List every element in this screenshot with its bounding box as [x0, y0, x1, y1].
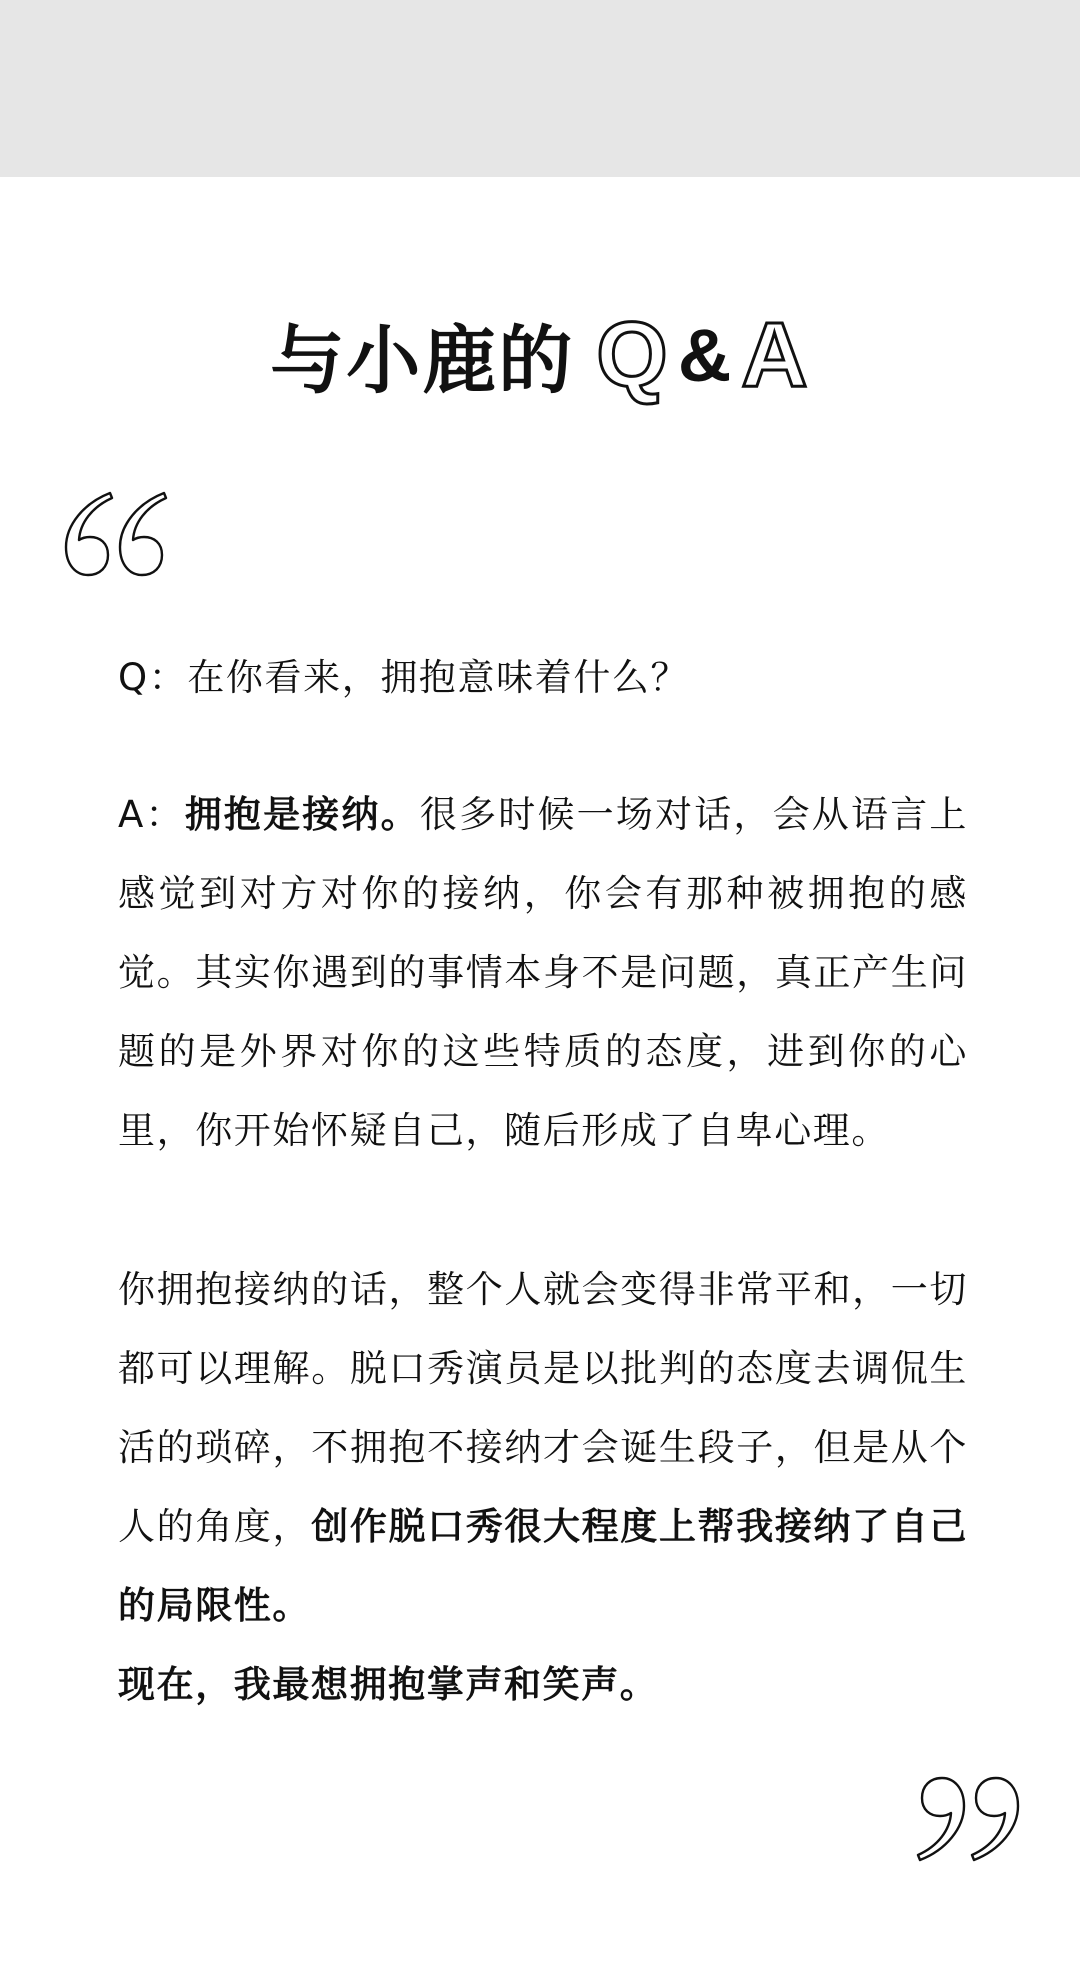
answer-paragraph-2-start: 你拥抱接纳的话，整个人就会变得非常平和，一切都可以理解。脱口秀演员是以批判的态度去调侃生活的琐碎，不拥抱不接纳才会诞生段子，但是从个人的角度， [118, 1268, 968, 1548]
top-band [0, 0, 1080, 177]
answer-prefix: A： [118, 793, 185, 836]
answer-bold-lead: 拥抱是接纳。 [184, 793, 420, 836]
open-quote-icon [62, 485, 172, 580]
qa-content [118, 638, 968, 1724]
question-paragraph [118, 638, 968, 717]
answer-paragraph-2 [118, 1250, 968, 1645]
question-prefix: Q： [118, 656, 188, 699]
title-q-letter: Q [596, 303, 670, 406]
question-text: 在你看来，拥抱意味着什么？ [187, 656, 690, 699]
closing-statement: 现在，我最想拥抱掌声和笑声。 [118, 1663, 659, 1706]
answer-paragraph-1 [118, 775, 968, 1170]
close-quote-icon [912, 1773, 1022, 1868]
answer-paragraph-2-bold: 创作脱口秀很大程度上帮我接纳了自己的局限性。 [118, 1505, 969, 1627]
title-a-letter: A [741, 303, 810, 406]
title-ampersand: & [677, 313, 734, 397]
page-title [0, 300, 1080, 410]
title-main: 与小鹿的 [270, 318, 575, 404]
answer-paragraph-1-rest: 很多时候一场对话，会从语言上感觉到对方对你的接纳，你会有那种被拥抱的感觉。其实你遇到的事情本身不是问题，真正产生问题的是外界对你的这些特质的态度，进到你的心里，你开始怀疑自己，随后形成了自卑心理。 [118, 793, 968, 1152]
